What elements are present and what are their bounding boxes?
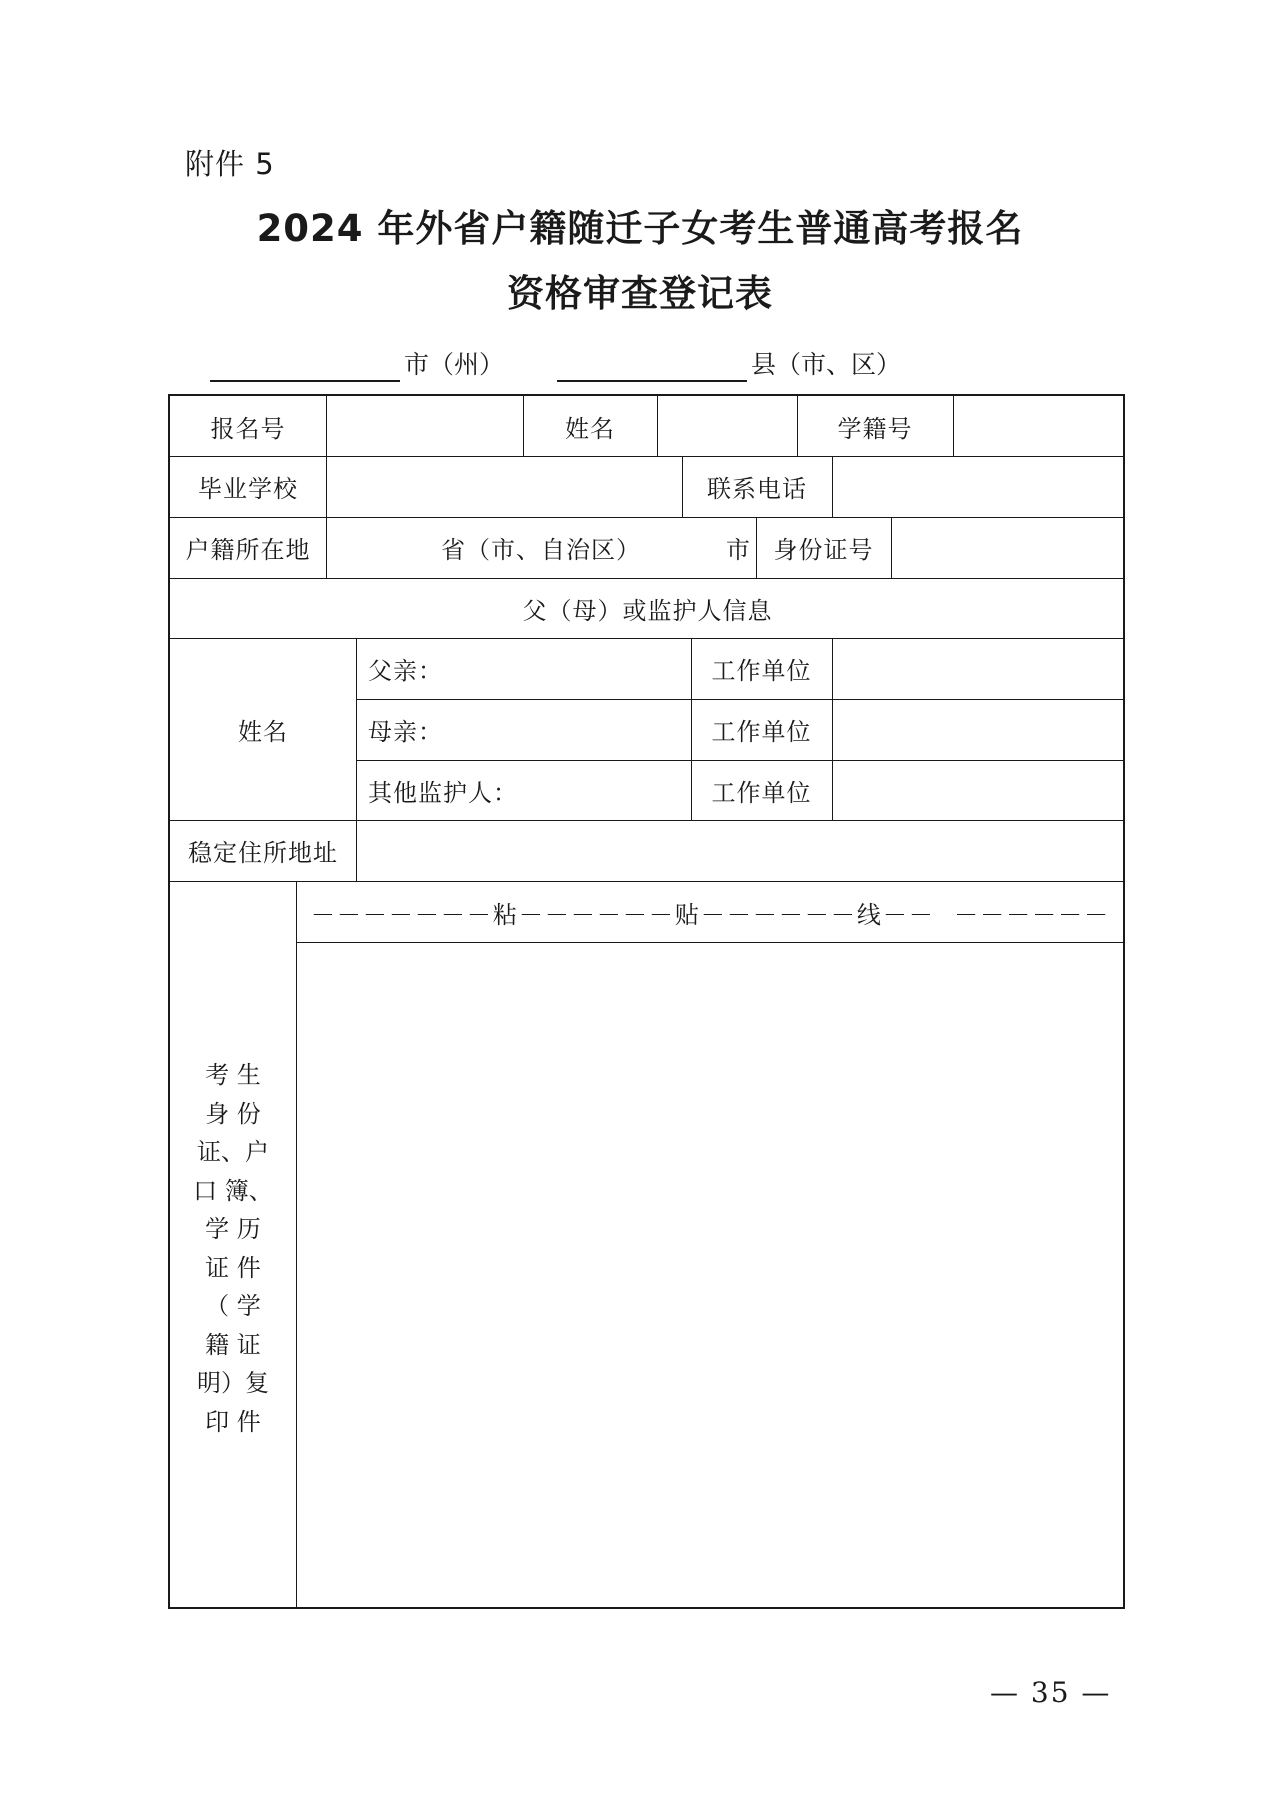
label-line: 证、户 — [197, 1138, 269, 1166]
name-label: 姓名 — [565, 414, 615, 443]
student-no-input[interactable] — [953, 396, 1125, 456]
father-name-field[interactable]: 父亲： — [368, 657, 443, 685]
attachment-label: 附件 5 — [185, 147, 275, 181]
label-line: 印 件 — [205, 1407, 261, 1436]
student-no-label: 学籍号 — [837, 414, 913, 443]
label-line: 口 簿、 — [193, 1176, 273, 1205]
documents-copy-label — [170, 1056, 296, 1441]
other-guardian-field[interactable]: 其他监护人： — [368, 778, 518, 807]
label-line: 明）复 — [197, 1369, 269, 1397]
guardian-work-unit-input[interactable] — [832, 760, 1125, 820]
form-title-line2: 资格审查登记表 — [507, 272, 773, 315]
father-work-unit-input[interactable] — [832, 638, 1125, 699]
hukou-city-label: 市 — [726, 536, 751, 564]
id-no-label: 身份证号 — [773, 536, 874, 564]
school-input[interactable] — [326, 456, 682, 517]
hukou-input[interactable] — [326, 517, 756, 578]
reg-no-label: 报名号 — [210, 414, 286, 443]
hukou-label: 户籍所在地 — [185, 536, 311, 564]
mother-work-unit-label: 工作单位 — [711, 718, 812, 746]
mother-work-unit-input[interactable] — [832, 699, 1125, 760]
document-paste-area[interactable] — [296, 942, 1125, 1609]
registration-form-table — [168, 394, 1125, 1609]
phone-label: 联系电话 — [707, 475, 807, 503]
paste-line: －－－－－－－粘－－－－－－贴－－－－－－线－－ －－－－－－ — [310, 900, 1111, 929]
county-label: 县（市、区） — [751, 350, 902, 379]
name-input[interactable] — [657, 396, 797, 456]
id-no-input[interactable] — [891, 517, 1125, 578]
county-field — [557, 348, 901, 382]
phone-input[interactable] — [832, 456, 1125, 517]
reg-no-input[interactable] — [326, 396, 523, 456]
label-line: （ 学 — [205, 1292, 261, 1320]
city-field — [210, 348, 504, 382]
school-label: 毕业学校 — [198, 475, 298, 503]
guardian-work-unit-label: 工作单位 — [711, 778, 812, 807]
parent-info-header: 父（母）或监护人信息 — [522, 596, 773, 625]
city-label: 市（州） — [404, 350, 505, 379]
form-title-line1: 2024 年外省户籍随迁子女考生普通高考报名 — [256, 207, 1024, 250]
label-line: 籍 证 — [205, 1330, 261, 1359]
city-blank[interactable] — [210, 354, 400, 382]
parent-name-label: 姓名 — [238, 717, 288, 746]
address-input[interactable] — [356, 820, 1125, 881]
county-blank[interactable] — [557, 354, 747, 382]
label-line: 证 件 — [205, 1253, 261, 1282]
address-label: 稳定住所地址 — [188, 839, 338, 867]
label-line: 学 历 — [205, 1215, 261, 1243]
province-label: 省（市、自治区） — [441, 536, 641, 564]
father-work-unit-label: 工作单位 — [711, 657, 812, 685]
page-number: — 35 — — [990, 1676, 1112, 1709]
mother-name-field[interactable]: 母亲： — [368, 718, 443, 746]
label-line: 身 份 — [205, 1099, 261, 1128]
label-line: 考 生 — [205, 1061, 261, 1089]
